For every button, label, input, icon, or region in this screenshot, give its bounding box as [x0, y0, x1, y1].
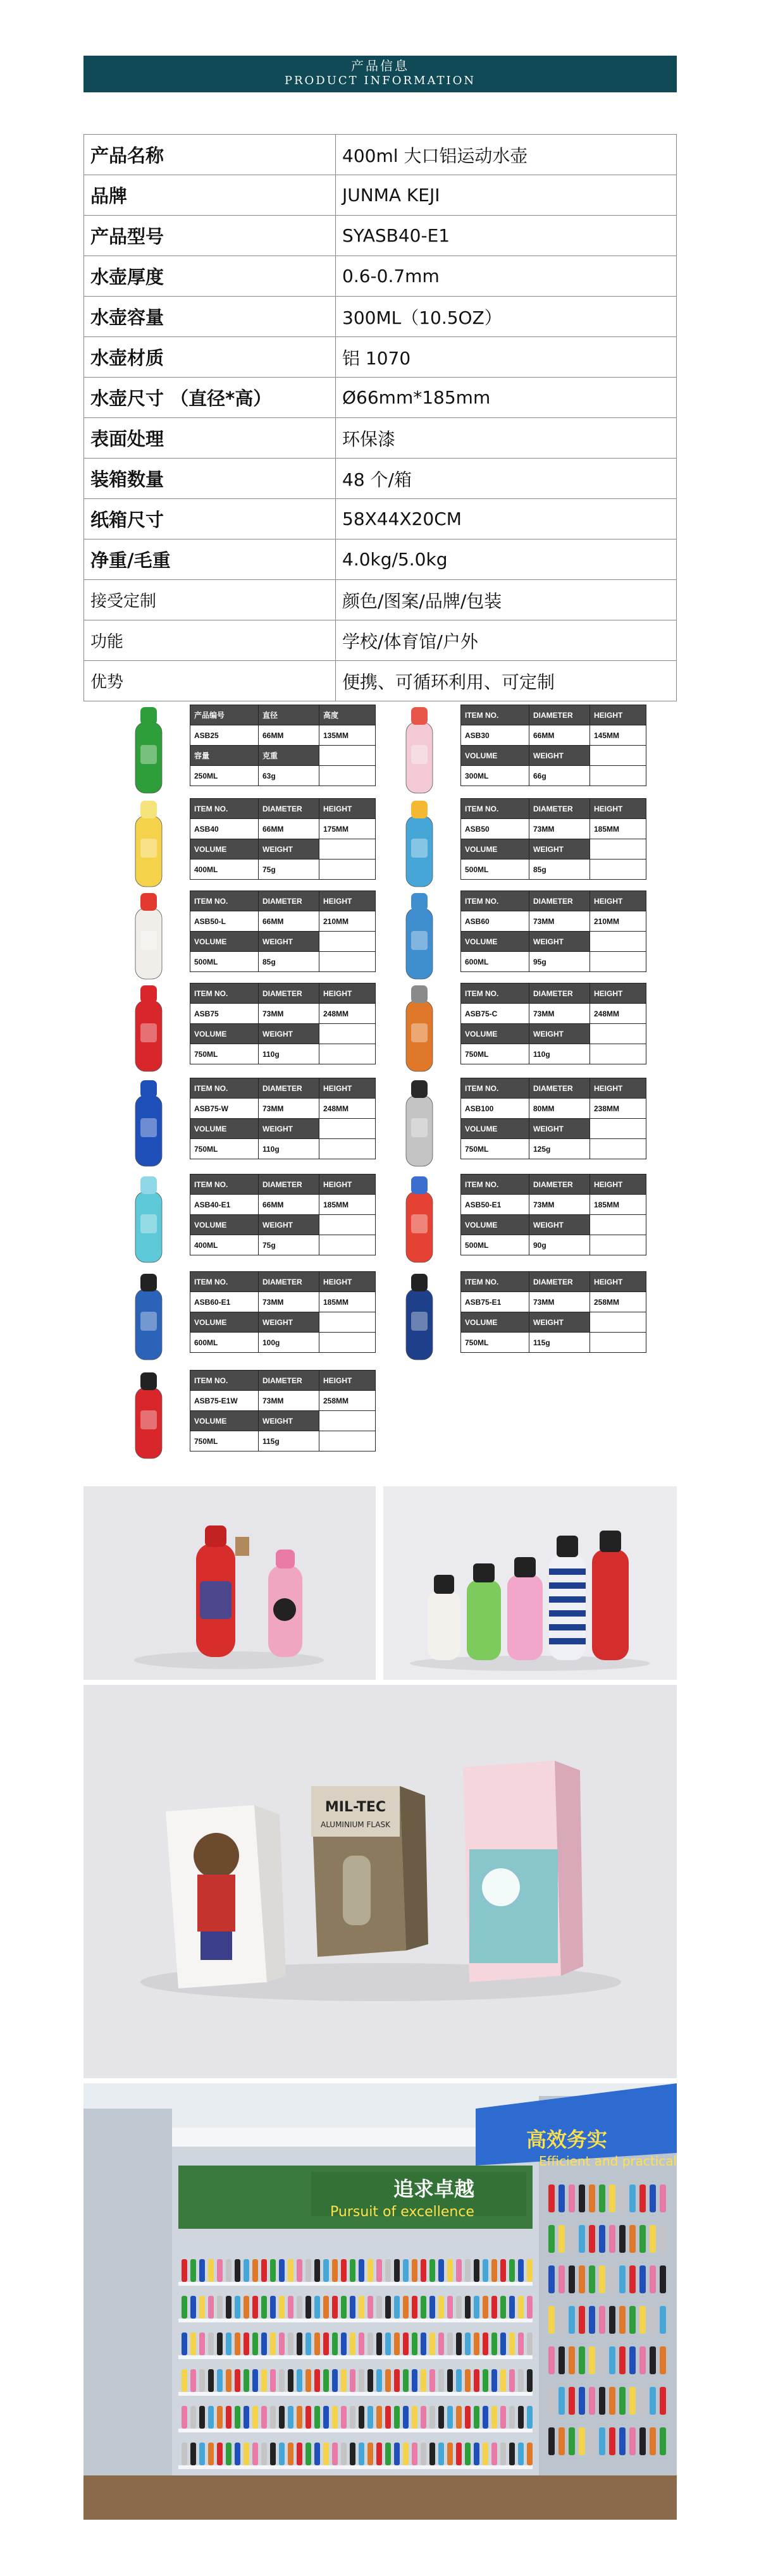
info-value: 400ml 大口铝运动水壶 — [336, 135, 677, 175]
banner-title-cn: 产品信息 — [351, 58, 409, 73]
showroom-sign-left-cn: 追求卓越 — [393, 2177, 475, 2201]
spec-header-diameter: DIAMETER — [529, 891, 590, 911]
spec-header-item: ITEM NO. — [190, 1272, 259, 1292]
product-card — [83, 701, 362, 796]
spec-header-weight: WEIGHT — [259, 1119, 319, 1139]
spec-header-volume: VOLUME — [190, 1411, 259, 1431]
info-key: 纸箱尺寸 — [84, 499, 336, 539]
info-value: 铝 1070 — [336, 337, 677, 378]
spec-item-no: ASB40 — [190, 819, 259, 839]
spec-empty-cell — [590, 1044, 646, 1064]
spec-table — [190, 983, 376, 1064]
info-key: 优势 — [84, 661, 336, 701]
spec-volume: 500ML — [461, 1235, 529, 1255]
spec-empty-cell — [590, 766, 646, 786]
spec-header-item: ITEM NO. — [461, 1174, 529, 1195]
spec-header-diameter: DIAMETER — [259, 1371, 319, 1391]
spec-height: 248MM — [319, 1099, 376, 1119]
spec-volume: 250ML — [190, 766, 259, 786]
spec-table — [460, 1078, 646, 1159]
product-card — [83, 1170, 362, 1265]
spec-header-height: HEIGHT — [319, 1078, 376, 1099]
spec-header-weight: WEIGHT — [529, 1024, 590, 1044]
spec-header-volume: VOLUME — [461, 1312, 529, 1333]
spec-volume: 400ML — [190, 1235, 259, 1255]
spec-header-height: HEIGHT — [319, 1371, 376, 1391]
spec-item-no: ASB30 — [461, 725, 529, 746]
info-key: 水壶容量 — [84, 297, 336, 337]
bottle-image — [121, 794, 176, 889]
spec-table — [460, 891, 646, 972]
spec-diameter: 80MM — [529, 1099, 590, 1119]
spec-item-no: ASB100 — [461, 1099, 529, 1119]
spec-weight: 85g — [529, 860, 590, 880]
info-key: 功能 — [84, 620, 336, 661]
product-card — [354, 701, 632, 796]
spec-header-item: ITEM NO. — [190, 799, 259, 819]
spec-header-height: HEIGHT — [590, 983, 646, 1004]
info-value: Ø66mm*185mm — [336, 378, 677, 418]
spec-header-weight: WEIGHT — [529, 1215, 590, 1235]
spec-weight: 115g — [259, 1431, 319, 1451]
info-row — [84, 378, 677, 418]
spec-empty-cell — [590, 1024, 646, 1044]
product-card — [354, 1074, 632, 1169]
product-card — [354, 1267, 632, 1362]
spec-item-no: ASB75-W — [190, 1099, 259, 1119]
spec-header-volume: VOLUME — [190, 1312, 259, 1333]
info-row — [84, 418, 677, 459]
section-banner — [83, 56, 677, 92]
showroom-sign-left-en: Pursuit of excellence — [330, 2204, 474, 2220]
info-row — [84, 459, 677, 499]
product-card — [83, 1366, 362, 1461]
spec-item-no: ASB75-E1W — [190, 1391, 259, 1411]
spec-header-weight: WEIGHT — [259, 932, 319, 952]
bottle-image — [121, 1170, 176, 1265]
spec-diameter: 73MM — [259, 1099, 319, 1119]
spec-height: 258MM — [319, 1391, 376, 1411]
photo-two-bottles — [83, 1486, 376, 1680]
spec-height: 185MM — [590, 1195, 646, 1215]
spec-header-item: 产品编号 — [190, 705, 259, 725]
spec-diameter: 66MM — [259, 1195, 319, 1215]
bottle-image — [121, 1366, 176, 1461]
product-card — [83, 1267, 362, 1362]
spec-volume: 750ML — [190, 1139, 259, 1159]
spec-volume: 500ML — [461, 860, 529, 880]
bottle-image — [392, 1170, 447, 1265]
spec-item-no: ASB40-E1 — [190, 1195, 259, 1215]
spec-empty-cell — [590, 1215, 646, 1235]
spec-header-height: HEIGHT — [590, 705, 646, 725]
spec-empty-cell — [590, 1139, 646, 1159]
spec-header-weight: WEIGHT — [529, 1312, 590, 1333]
spec-header-volume: VOLUME — [461, 1119, 529, 1139]
spec-header-item: ITEM NO. — [461, 705, 529, 725]
spec-height: 185MM — [319, 1292, 376, 1312]
spec-header-diameter: DIAMETER — [259, 799, 319, 819]
spec-diameter: 73MM — [529, 1292, 590, 1312]
spec-height: 248MM — [590, 1004, 646, 1024]
spec-item-no: ASB75-E1 — [461, 1292, 529, 1312]
bottle-image — [392, 1267, 447, 1362]
product-card — [83, 887, 362, 982]
info-value: 便携、可循环利用、可定制 — [336, 661, 677, 701]
spec-table — [190, 1370, 376, 1451]
info-value: 学校/体育馆/户外 — [336, 620, 677, 661]
photo-showroom — [83, 2083, 677, 2520]
spec-header-height: HEIGHT — [319, 1174, 376, 1195]
spec-table — [460, 798, 646, 880]
info-key: 产品型号 — [84, 216, 336, 256]
bottle-image — [392, 1074, 447, 1169]
spec-weight: 66g — [529, 766, 590, 786]
spec-header-diameter: DIAMETER — [259, 891, 319, 911]
spec-height: 248MM — [319, 1004, 376, 1024]
info-row — [84, 580, 677, 620]
info-key: 接受定制 — [84, 580, 336, 620]
spec-table — [460, 705, 646, 786]
gift-boxes-image — [83, 1685, 677, 2078]
product-card — [83, 979, 362, 1074]
spec-header-item: ITEM NO. — [461, 799, 529, 819]
spec-weight: 110g — [259, 1044, 319, 1064]
spec-table — [190, 891, 376, 972]
spec-header-volume: VOLUME — [461, 932, 529, 952]
spec-weight: 115g — [529, 1333, 590, 1353]
spec-weight: 90g — [529, 1235, 590, 1255]
spec-table — [190, 1078, 376, 1159]
info-value: JUNMA KEJI — [336, 175, 677, 216]
bottle-image — [392, 979, 447, 1074]
spec-item-no: ASB25 — [190, 725, 259, 746]
spec-volume: 750ML — [461, 1333, 529, 1353]
info-value: 0.6-0.7mm — [336, 256, 677, 297]
spec-header-weight: WEIGHT — [529, 746, 590, 766]
spec-empty-cell — [590, 1312, 646, 1333]
spec-empty-cell — [590, 1235, 646, 1255]
spec-diameter: 73MM — [529, 1195, 590, 1215]
spec-diameter: 73MM — [259, 1292, 319, 1312]
info-key: 水壶尺寸 （直径*高） — [84, 378, 336, 418]
spec-item-no: ASB75 — [190, 1004, 259, 1024]
spec-header-volume: VOLUME — [190, 1119, 259, 1139]
spec-header-diameter: DIAMETER — [529, 1174, 590, 1195]
spec-table — [460, 1271, 646, 1353]
two-bottles-image — [83, 1486, 376, 1680]
spec-table — [190, 798, 376, 880]
product-spec-grid — [83, 701, 677, 1467]
spec-header-diameter: DIAMETER — [529, 983, 590, 1004]
bottle-image — [121, 701, 176, 796]
spec-weight: 110g — [529, 1044, 590, 1064]
spec-empty-cell — [590, 746, 646, 766]
product-card — [354, 979, 632, 1074]
spec-diameter: 73MM — [529, 819, 590, 839]
spec-table — [460, 983, 646, 1064]
spec-height: 185MM — [319, 1195, 376, 1215]
spec-weight: 63g — [259, 766, 319, 786]
spec-weight: 75g — [259, 860, 319, 880]
spec-item-no: ASB50-L — [190, 911, 259, 932]
spec-height: 210MM — [590, 911, 646, 932]
info-key: 品牌 — [84, 175, 336, 216]
spec-empty-cell — [590, 932, 646, 952]
photo-gift-boxes — [83, 1685, 677, 2078]
spec-header-diameter: DIAMETER — [529, 1272, 590, 1292]
spec-header-height: HEIGHT — [590, 799, 646, 819]
five-bottles-image — [383, 1486, 677, 1680]
info-row — [84, 297, 677, 337]
spec-item-no: ASB75-C — [461, 1004, 529, 1024]
product-info-table — [83, 134, 677, 701]
spec-volume: 300ML — [461, 766, 529, 786]
product-card — [83, 1074, 362, 1169]
spec-volume: 750ML — [190, 1431, 259, 1451]
spec-header-volume: VOLUME — [190, 1024, 259, 1044]
spec-header-height: HEIGHT — [319, 891, 376, 911]
info-value: 58X44X20CM — [336, 499, 677, 539]
info-key: 水壶厚度 — [84, 256, 336, 297]
middle-box-brand: MIL-TEC — [324, 1799, 386, 1815]
spec-volume: 400ML — [190, 860, 259, 880]
spec-diameter: 73MM — [529, 911, 590, 932]
spec-table — [190, 1271, 376, 1353]
bottle-image — [121, 1074, 176, 1169]
spec-empty-cell — [590, 1333, 646, 1353]
spec-diameter: 66MM — [259, 911, 319, 932]
spec-height: 175MM — [319, 819, 376, 839]
info-row — [84, 539, 677, 580]
middle-box-label: ALUMINIUM FLASK — [321, 1820, 390, 1829]
spec-volume: 750ML — [461, 1139, 529, 1159]
info-key: 装箱数量 — [84, 459, 336, 499]
spec-height: 210MM — [319, 911, 376, 932]
spec-header-diameter: DIAMETER — [529, 1078, 590, 1099]
spec-header-item: ITEM NO. — [190, 983, 259, 1004]
spec-header-volume: VOLUME — [190, 1215, 259, 1235]
spec-diameter: 73MM — [259, 1391, 319, 1411]
spec-height: 258MM — [590, 1292, 646, 1312]
info-row — [84, 337, 677, 378]
product-card — [83, 794, 362, 889]
spec-diameter: 66MM — [529, 725, 590, 746]
bottle-image — [392, 887, 447, 982]
info-key: 水壶材质 — [84, 337, 336, 378]
photo-five-bottles — [383, 1486, 677, 1680]
spec-header-item: ITEM NO. — [461, 1272, 529, 1292]
spec-header-diameter: 直径 — [259, 705, 319, 725]
info-value: 300ML（10.5OZ） — [336, 297, 677, 337]
showroom-image — [83, 2083, 677, 2520]
spec-header-height: 高度 — [319, 705, 376, 725]
spec-header-height: HEIGHT — [319, 983, 376, 1004]
spec-weight: 125g — [529, 1139, 590, 1159]
spec-header-item: ITEM NO. — [190, 891, 259, 911]
showroom-sign-right-en: Efficient and practical — [539, 2154, 677, 2169]
spec-header-weight: WEIGHT — [259, 839, 319, 860]
spec-header-weight: WEIGHT — [529, 932, 590, 952]
spec-header-item: ITEM NO. — [190, 1174, 259, 1195]
showroom-sign-right-cn: 高效务实 — [526, 2128, 608, 2152]
bottle-image — [392, 701, 447, 796]
spec-header-height: HEIGHT — [590, 1272, 646, 1292]
spec-header-height: HEIGHT — [590, 891, 646, 911]
spec-weight: 95g — [529, 952, 590, 972]
product-card — [354, 887, 632, 982]
spec-header-diameter: DIAMETER — [529, 799, 590, 819]
spec-header-volume: VOLUME — [190, 839, 259, 860]
info-row — [84, 216, 677, 256]
spec-volume: 500ML — [190, 952, 259, 972]
info-value: 环保漆 — [336, 418, 677, 459]
spec-header-volume: VOLUME — [190, 932, 259, 952]
bottle-image — [392, 794, 447, 889]
info-key: 净重/毛重 — [84, 539, 336, 580]
spec-empty-cell — [590, 952, 646, 972]
spec-volume: 600ML — [190, 1333, 259, 1353]
spec-item-no: ASB60 — [461, 911, 529, 932]
spec-header-volume: VOLUME — [461, 746, 529, 766]
spec-diameter: 73MM — [529, 1004, 590, 1024]
info-row — [84, 175, 677, 216]
spec-table — [190, 1174, 376, 1255]
spec-empty-cell — [319, 1411, 376, 1431]
product-card — [354, 1170, 632, 1265]
spec-table — [460, 1174, 646, 1255]
spec-header-height: HEIGHT — [590, 1078, 646, 1099]
spec-empty-cell — [590, 1119, 646, 1139]
spec-empty-cell — [319, 1431, 376, 1451]
bottle-image — [121, 1267, 176, 1362]
info-value: SYASB40-E1 — [336, 216, 677, 256]
spec-header-item: ITEM NO. — [190, 1371, 259, 1391]
spec-volume: 600ML — [461, 952, 529, 972]
spec-header-diameter: DIAMETER — [259, 1078, 319, 1099]
info-row — [84, 135, 677, 175]
bottle-image — [121, 887, 176, 982]
info-row — [84, 256, 677, 297]
info-row — [84, 620, 677, 661]
info-value: 4.0kg/5.0kg — [336, 539, 677, 580]
spec-header-item: ITEM NO. — [461, 983, 529, 1004]
spec-header-weight: 克重 — [259, 746, 319, 766]
spec-height: 145MM — [590, 725, 646, 746]
spec-weight: 85g — [259, 952, 319, 972]
spec-item-no: ASB60-E1 — [190, 1292, 259, 1312]
spec-diameter: 73MM — [259, 1004, 319, 1024]
info-value: 颜色/图案/品牌/包装 — [336, 580, 677, 620]
spec-header-diameter: DIAMETER — [259, 1174, 319, 1195]
product-card — [354, 794, 632, 889]
spec-header-weight: WEIGHT — [259, 1215, 319, 1235]
spec-diameter: 66MM — [259, 819, 319, 839]
spec-header-weight: WEIGHT — [259, 1411, 319, 1431]
spec-empty-cell — [590, 839, 646, 860]
banner-title-en: PRODUCT INFORMATION — [284, 74, 476, 87]
spec-header-height: HEIGHT — [590, 1174, 646, 1195]
spec-header-volume: 容量 — [190, 746, 259, 766]
spec-empty-cell — [590, 860, 646, 880]
spec-header-item: ITEM NO. — [461, 1078, 529, 1099]
spec-table — [190, 705, 376, 786]
spec-height: 135MM — [319, 725, 376, 746]
bottle-image — [121, 979, 176, 1074]
spec-item-no: ASB50 — [461, 819, 529, 839]
spec-header-volume: VOLUME — [461, 1215, 529, 1235]
spec-header-volume: VOLUME — [461, 1024, 529, 1044]
spec-header-item: ITEM NO. — [190, 1078, 259, 1099]
spec-header-diameter: DIAMETER — [259, 983, 319, 1004]
spec-header-diameter: DIAMETER — [259, 1272, 319, 1292]
spec-volume: 750ML — [190, 1044, 259, 1064]
spec-header-item: ITEM NO. — [461, 891, 529, 911]
spec-header-weight: WEIGHT — [529, 1119, 590, 1139]
info-row — [84, 661, 677, 701]
info-value: 48 个/箱 — [336, 459, 677, 499]
spec-item-no: ASB50-E1 — [461, 1195, 529, 1215]
spec-height: 185MM — [590, 819, 646, 839]
spec-header-height: HEIGHT — [319, 1272, 376, 1292]
info-row — [84, 499, 677, 539]
info-key: 表面处理 — [84, 418, 336, 459]
info-key: 产品名称 — [84, 135, 336, 175]
spec-weight: 100g — [259, 1333, 319, 1353]
spec-diameter: 66MM — [259, 725, 319, 746]
spec-volume: 750ML — [461, 1044, 529, 1064]
spec-weight: 75g — [259, 1235, 319, 1255]
spec-header-weight: WEIGHT — [259, 1024, 319, 1044]
spec-header-diameter: DIAMETER — [529, 705, 590, 725]
spec-weight: 110g — [259, 1139, 319, 1159]
spec-header-weight: WEIGHT — [529, 839, 590, 860]
spec-header-weight: WEIGHT — [259, 1312, 319, 1333]
spec-header-height: HEIGHT — [319, 799, 376, 819]
spec-height: 238MM — [590, 1099, 646, 1119]
spec-header-volume: VOLUME — [461, 839, 529, 860]
